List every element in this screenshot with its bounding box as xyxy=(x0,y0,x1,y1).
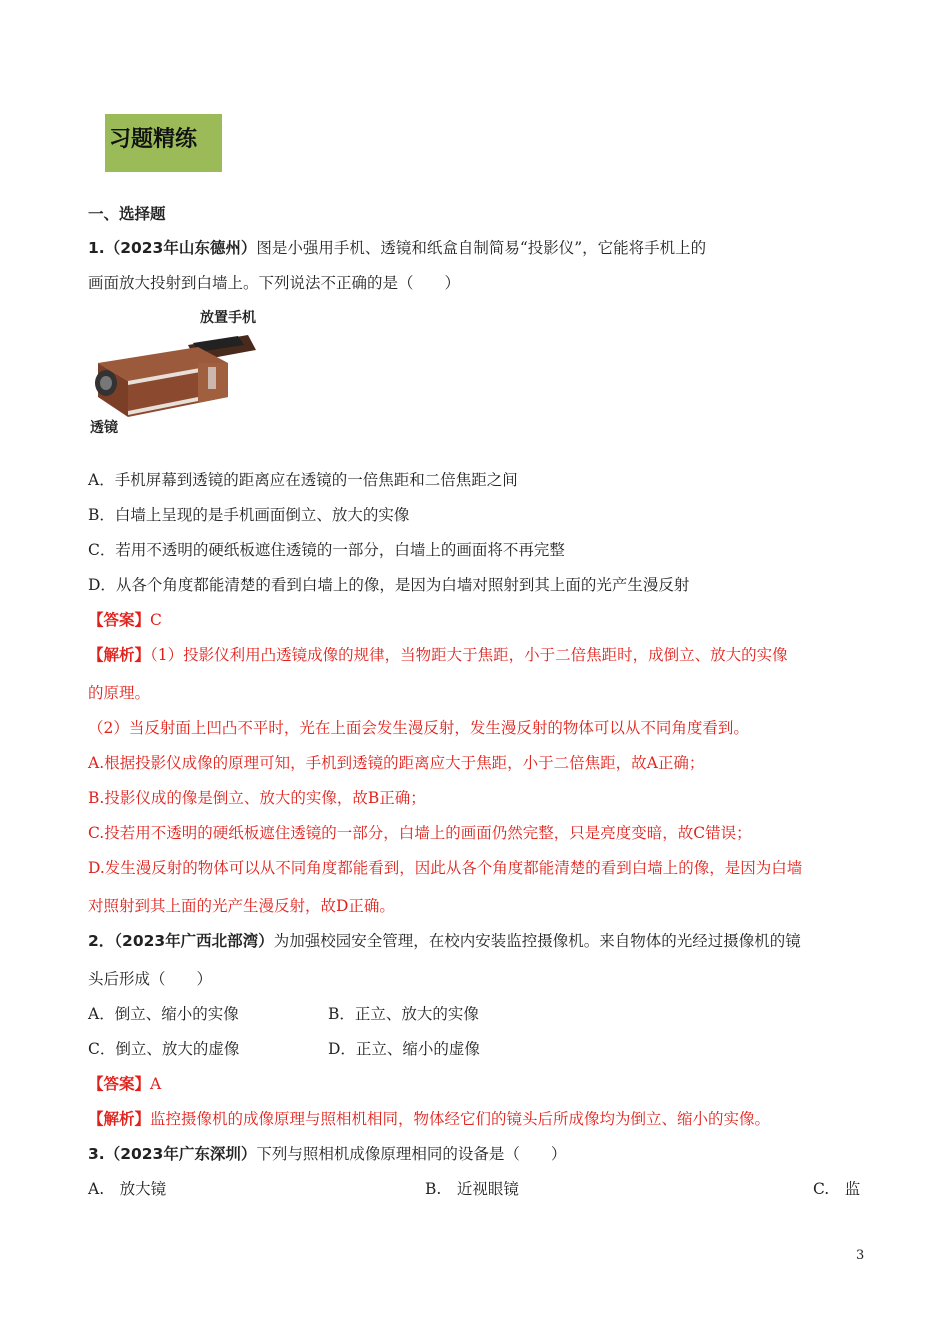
projector-figure xyxy=(88,305,273,440)
q3-source: （2023年广东深圳） xyxy=(104,1145,257,1163)
q2-answer-value: A xyxy=(150,1075,162,1093)
q2-line1 xyxy=(88,931,801,951)
figure-label-lens: 透镜 xyxy=(90,420,118,436)
banner-title: 习题精练 xyxy=(109,127,198,152)
q2-option-b: B．正立、放大的实像 xyxy=(328,1005,479,1023)
q3-number: 3. xyxy=(88,1145,105,1163)
q2-option-d: D．正立、缩小的虚像 xyxy=(328,1040,480,1058)
q1-analysis-line4: A.根据投影仪成像的原理可知，手机到透镜的距离应大于焦距，小于二倍焦距，故A正确； xyxy=(88,754,705,772)
page-number: 3 xyxy=(856,1248,865,1263)
q1-analysis-tag: 【解析】 xyxy=(88,646,151,664)
q2-analysis-tag: 【解析】 xyxy=(88,1110,151,1128)
q1-option-a: A．手机屏幕到透镜的距离应在透镜的一倍焦距和二倍焦距之间 xyxy=(88,471,518,489)
q1-analysis-line3: （2）当反射面上凹凸不平时，光在上面会发生漫反射，发生漫反射的物体可以从不同角度看到。 xyxy=(88,719,749,737)
q1-line1 xyxy=(88,238,706,258)
q2-answer xyxy=(88,1074,161,1094)
q1-option-b: B．白墙上呈现的是手机画面倒立、放大的实像 xyxy=(88,506,410,524)
q1-analysis-line6: C.投若用不透明的硬纸板遮住透镜的一部分，白墙上的画面仍然完整，只是亮度变暗，故C错误； xyxy=(88,824,752,842)
q1-text-line2: 画面放大投射到白墙上。下列说法不正确的是（ ） xyxy=(88,274,461,292)
q3-option-b: B. 近视眼镜 xyxy=(425,1180,519,1198)
q1-answer-value: C xyxy=(150,611,162,629)
section-heading: 一、选择题 xyxy=(88,205,166,223)
q2-answer-tag: 【答案】 xyxy=(88,1075,151,1093)
q2-analysis xyxy=(88,1109,770,1129)
q2-text-line1: 为加强校园安全管理，在校内安装监控摄像机。来自物体的光经过摄像机的镜 xyxy=(273,932,801,950)
q1-analysis-line8: 对照射到其上面的光产生漫反射，故D正确。 xyxy=(88,897,395,915)
q3-text: 下列与照相机成像原理相同的设备是（ ） xyxy=(256,1145,567,1163)
q2-option-a: A．倒立、缩小的实像 xyxy=(88,1005,239,1023)
q1-analysis-line1 xyxy=(88,645,788,665)
q2-analysis-text: 监控摄像机的成像原理与照相机相同，物体经它们的镜头后所成像均为倒立、缩小的实像。 xyxy=(150,1110,771,1128)
section-banner xyxy=(105,114,222,172)
q1-number: 1. xyxy=(88,239,105,257)
q3-line1 xyxy=(88,1144,566,1164)
q2-number: 2． xyxy=(88,932,115,950)
q1-answer xyxy=(88,610,162,630)
q1-option-d: D．从各个角度都能清楚的看到白墙上的像，是因为白墙对照射到其上面的光产生漫反射 xyxy=(88,576,690,594)
q1-text-line1: 图是小强用手机、透镜和纸盒自制简易“投影仪”，它能将手机上的 xyxy=(256,239,707,257)
figure-label-phone: 放置手机 xyxy=(200,310,256,326)
q2-source: （2023年广西北部湾） xyxy=(114,932,274,950)
q3-option-c: C. 监 xyxy=(813,1180,861,1198)
q1-analysis-text1: （1）投影仪利用凸透镜成像的规律，当物距大于焦距，小于二倍焦距时，成倒立、放大的实像 xyxy=(150,646,788,664)
q1-analysis-line7: D.发生漫反射的物体可以从不同角度都能看到，因此从各个角度都能清楚的看到白墙上的像，是因为白墙 xyxy=(88,859,803,877)
q2-text-line2: 头后形成（ ） xyxy=(88,970,213,988)
q1-answer-tag: 【答案】 xyxy=(88,611,151,629)
q1-option-c: C．若用不透明的硬纸板遮住透镜的一部分，白墙上的画面将不再完整 xyxy=(88,541,565,559)
q1-analysis-line5: B.投影仪成的像是倒立、放大的实像，故B正确； xyxy=(88,789,426,807)
q3-option-a: A. 放大镜 xyxy=(88,1180,167,1198)
q1-analysis-line2: 的原理。 xyxy=(88,684,151,702)
q1-source: （2023年山东德州） xyxy=(104,239,257,257)
q2-option-c: C．倒立、放大的虚像 xyxy=(88,1040,240,1058)
